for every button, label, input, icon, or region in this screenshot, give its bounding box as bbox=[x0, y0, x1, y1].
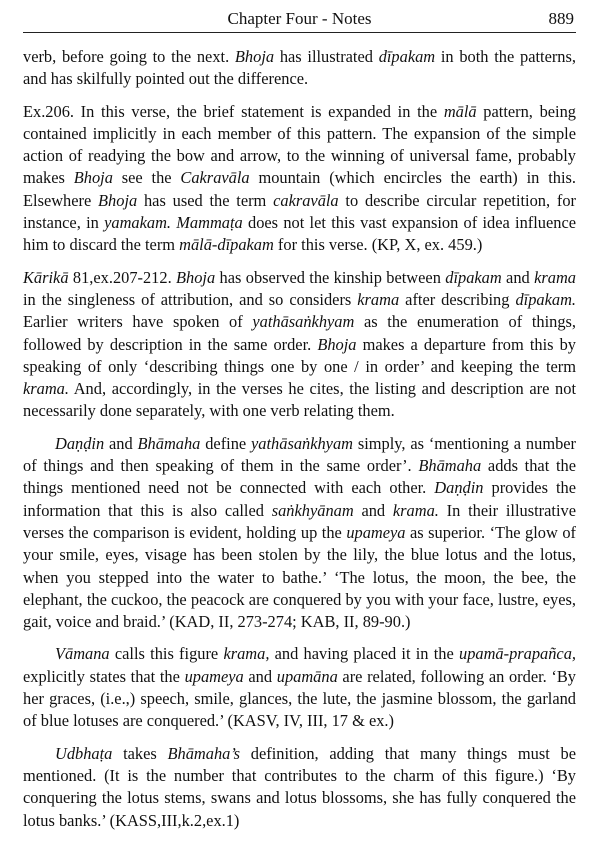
italic-term: Bhoja bbox=[176, 267, 216, 287]
text-run: simply, as ‘mentioning a number of things and then speaking of them in the same order’. bbox=[23, 433, 576, 476]
italic-term: Bhoja bbox=[98, 190, 138, 210]
paragraph bbox=[23, 46, 576, 91]
header-rule bbox=[23, 32, 576, 33]
text-run: for this verse. (KP, X, ex. 459.) bbox=[273, 235, 483, 255]
italic-term: mālā-dīpakam bbox=[179, 235, 274, 255]
italic-term: yamakam. Mammaṭa bbox=[104, 213, 243, 233]
text-run: Ex.206. In this verse, the brief statement is expanded in the bbox=[23, 101, 444, 121]
text-run: makes a departure from this by speaking of only ‘describing things one by one / in order’ and keeping the term bbox=[23, 334, 576, 376]
italic-term: Bhoja bbox=[234, 47, 275, 66]
running-head bbox=[23, 0, 576, 30]
text-run: In their illustrative verses the comparison is evident, holding up the bbox=[23, 500, 576, 542]
italic-term: Bhoja bbox=[73, 168, 113, 188]
text-run: calls this figure bbox=[109, 644, 224, 664]
text-run: explicitly states that the bbox=[23, 666, 185, 686]
text-run: as the enumeration of things, followed by description in the same order. bbox=[23, 312, 576, 354]
italic-term: Bhoja bbox=[317, 334, 357, 354]
italic-term: cakravāla bbox=[273, 190, 339, 210]
italic-term: upamāna bbox=[276, 666, 338, 686]
text-run: Earlier writers have spoken of bbox=[23, 312, 253, 332]
text-run: adds that the things mentioned need not be connected with each other. bbox=[23, 456, 576, 498]
text-run: takes bbox=[112, 743, 168, 763]
text-run: does not let this vast expansion of idea influence him to discard the term bbox=[23, 213, 576, 255]
paragraph bbox=[23, 433, 576, 634]
text-run: has used the term bbox=[137, 190, 274, 210]
paragraph bbox=[23, 267, 576, 423]
italic-term: Cakravāla bbox=[180, 168, 250, 188]
text-run: definition, adding that many things must be mentioned. (It is the number that contributes to the charm of this figure.) ‘By conquering the lotus stems, swans and lotus blossoms, she has fully conquered the lotus banks.’ (KASS,III,k.2,ex.1) bbox=[23, 743, 576, 830]
italic-term: krama bbox=[534, 267, 576, 287]
text-run: in the singleness of attribution, and so considers bbox=[23, 289, 358, 309]
italic-term: krama, bbox=[223, 644, 270, 664]
italic-term: Bhāmaha bbox=[137, 433, 201, 453]
paragraph bbox=[23, 743, 576, 832]
text-run: has illustrated bbox=[274, 47, 379, 66]
text-run: And, accordingly, in the verses he cites, the listing and description are not necessarily done separately, with one verb relating them. bbox=[23, 379, 576, 421]
text-run: and bbox=[353, 500, 393, 520]
italic-term: Bhāmaha bbox=[418, 456, 482, 476]
italic-term: krama. bbox=[23, 379, 69, 399]
italic-term: upamā-prapañca, bbox=[459, 644, 576, 664]
paragraph bbox=[23, 643, 576, 732]
text-run: verb, before going to the next. bbox=[23, 47, 235, 66]
text-run: in both the patterns, and has skilfully pointed out the difference. bbox=[23, 47, 576, 89]
text-run: pattern, being contained implicitly in each member of this pattern. The expansion of the simple action of readying the bow and arrow, to the winning of universal fame, probably makes bbox=[23, 101, 576, 188]
text-run: are related, following an order. ‘By her graces, (i.e.,) speech, smile, glances, the lute, the jasmine blossom, the garland of blue lotuses are conquered.’ (KASV, IV, III, 17 & ex.) bbox=[23, 666, 576, 731]
text-run: define bbox=[200, 433, 252, 453]
paragraph bbox=[23, 101, 576, 257]
text-run: after describing bbox=[399, 289, 516, 309]
text-run: and bbox=[104, 433, 138, 453]
text-run: mountain (which encircles the earth) in this. Elsewhere bbox=[23, 168, 576, 210]
italic-term: Daṇḍin bbox=[434, 478, 484, 498]
italic-term: Udbhaṭa bbox=[55, 743, 113, 763]
italic-term: dīpakam bbox=[445, 267, 502, 287]
text-run: provides the information that this is also called bbox=[23, 478, 577, 520]
italic-term: Bhāmaha’s bbox=[167, 743, 241, 763]
italic-term: dīpakam bbox=[378, 47, 436, 66]
italic-term: dīpakam. bbox=[515, 289, 576, 309]
italic-term: yathāsaṅkhyam bbox=[252, 312, 355, 332]
italic-term: Vāmana bbox=[55, 644, 110, 664]
italic-term: krama. bbox=[392, 500, 439, 520]
italic-term: upameya bbox=[346, 522, 406, 542]
chapter-title: Chapter Four - Notes bbox=[227, 9, 372, 28]
italic-term: yathāsaṅkhyam bbox=[251, 433, 353, 453]
body-text bbox=[23, 30, 576, 832]
italic-term: saṅkhyānam bbox=[271, 500, 354, 520]
italic-term: mālā bbox=[443, 101, 477, 121]
text-run: see the bbox=[112, 168, 181, 188]
text-run: has observed the kinship between bbox=[215, 267, 446, 287]
text-run: to describe circular repetition, for instance, in bbox=[23, 190, 576, 233]
text-run: and having placed it in the bbox=[269, 644, 459, 664]
text-run: and bbox=[243, 666, 277, 686]
italic-term: krama bbox=[357, 289, 400, 309]
italic-term: Kārikā bbox=[23, 267, 69, 287]
text-run: as superior. ‘The glow of your smile, eyes, visage has been stolen by the lily, the blue lotus and the lotus, when you stepped into the water to bathe.’ ‘The lotus, the moon, the bee, the elephant, the cuckoo, the peacock are conquered by you with your face, lustre, eyes, gait, voice and braid.’ (KAD, II, 273-274; KAB, II, 89-90.) bbox=[23, 522, 576, 632]
page-number: 889 bbox=[548, 9, 574, 28]
italic-term: Daṇḍin bbox=[55, 433, 105, 453]
text-run: 81,ex.207-212. bbox=[68, 267, 177, 287]
italic-term: upameya bbox=[184, 666, 244, 686]
text-run: and bbox=[501, 267, 535, 287]
